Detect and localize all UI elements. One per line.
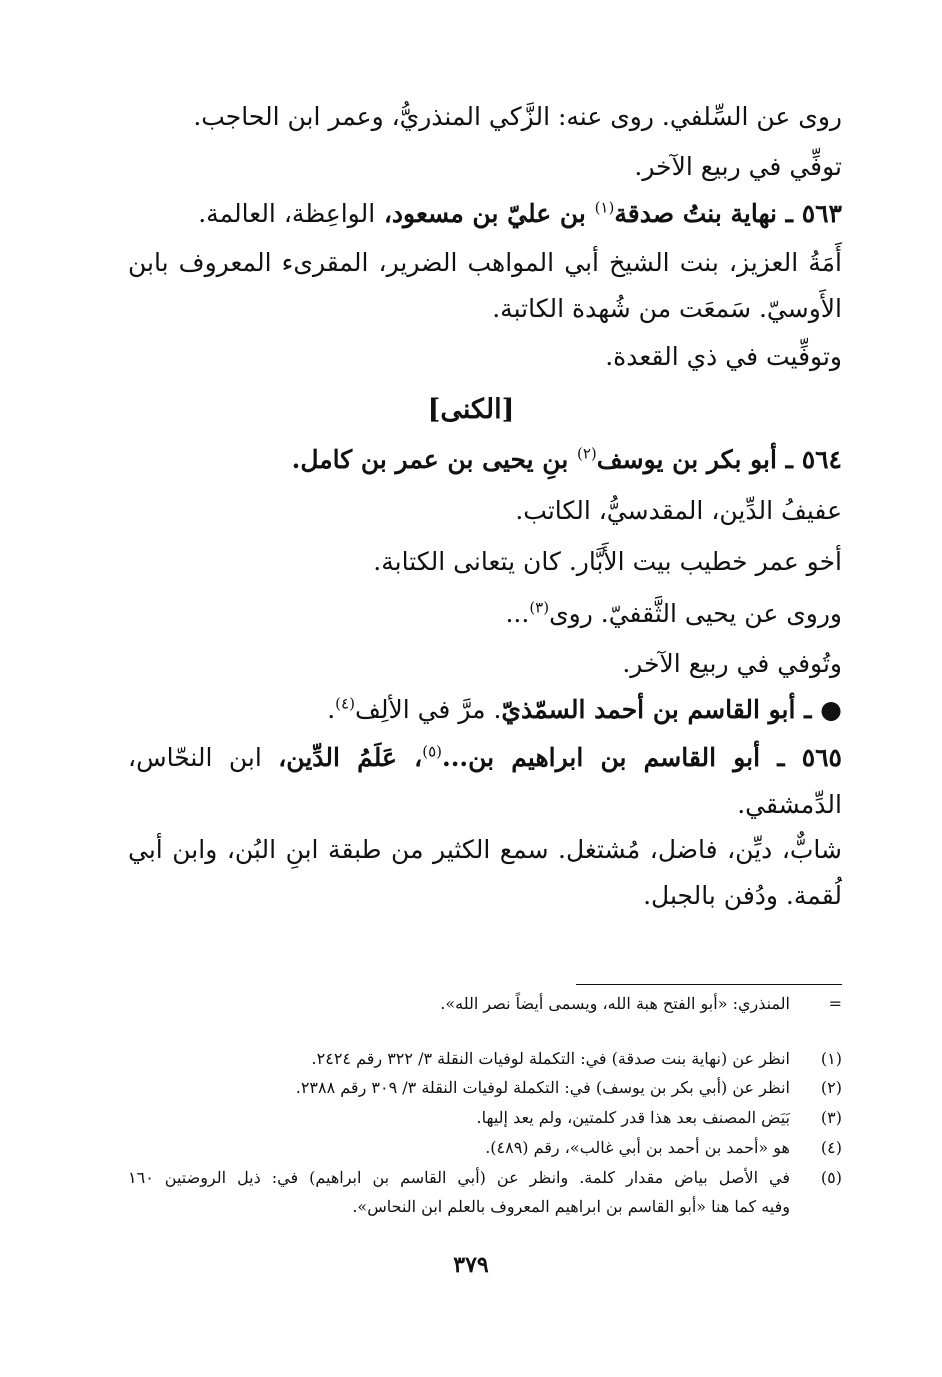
entry-564-heading	[292, 443, 842, 477]
text-line-2: توفِّي في ربيع الآخر.	[634, 152, 842, 181]
text-line-9: أخو عمر خطيب بيت الأَبَّار. كان يتعانى الكتابة.	[373, 547, 842, 576]
entry-564-name: ٥٦٤ ـ أبو بكر بن يوسف	[596, 445, 842, 474]
footnote-5-continuation: وفيه كما هنا «أبو القاسم بن ابراهيم المعروف بالعلم ابن النحاس».	[352, 1197, 790, 1216]
footnote-ref-4: (٤)	[335, 694, 355, 713]
footnote-3-text: بَيَض المصنف بعد هذا قدر كلمتين، ولم يعد إليها.	[476, 1108, 790, 1127]
footnote-1-text: انظر عن (نهاية بنت صدقة) في: التكملة لوفيات النقلة ٣/ ٣٢٢ رقم ٢٤٢٤.	[311, 1049, 790, 1068]
footnote-4-text: هو «أحمد بن أحمد بن أبي غالب»، رقم (٤٨٩).	[485, 1138, 790, 1157]
footnote-ref-3: (٣)	[529, 598, 550, 617]
section-heading: [الكنى]	[427, 394, 515, 425]
footnote-2-number: (٢)	[820, 1078, 842, 1097]
entry-563-titles: الواعِظة، العالمة.	[198, 199, 376, 228]
bullet-entry-note: . مرَّ في الألِف	[354, 695, 502, 724]
bullet-entry	[327, 693, 842, 727]
footnote-2-text: انظر عن (أبي بكر بن يوسف) في: التكملة لوفيات النقلة ٣/ ٣٠٩ رقم ٢٣٨٨.	[295, 1078, 790, 1097]
text-line-10	[505, 597, 842, 631]
footnote-2	[296, 1075, 842, 1101]
text-line-11: وتُوفي في ربيع الآخر.	[622, 649, 842, 678]
footnote-3	[477, 1105, 843, 1131]
text-line-4: أَمَةُ العزيز، بنت الشيخ أبي المواهب الضرير، المقرىء المعروف بابن	[128, 248, 842, 277]
footnote-1	[312, 1046, 842, 1072]
text-line-10-main: وروى عن يحيى الثَّقفيّ. روى	[549, 599, 842, 628]
text-line-14: شابٌّ، ديِّن، فاضل، مُشتغل. سمع الكثير من طبقة ابنِ البُن، وابن أبي	[128, 835, 842, 864]
text-line-5: الأَوسيّ. سَمعَت من شُهدة الكاتبة.	[492, 294, 842, 323]
entry-565-nisba: ابن النحّاس،	[128, 743, 279, 772]
footnote-3-number: (٣)	[820, 1108, 842, 1127]
footnote-5-number: (٥)	[820, 1168, 842, 1187]
entry-563-name: ٥٦٣ ـ نهاية بنتُ صدقة	[614, 199, 842, 228]
footnote-ref-5: (٥)	[422, 742, 442, 761]
bullet-entry-name: ● ـ أبو القاسم بن أحمد السمّذيّ	[501, 695, 842, 724]
entry-563-lineage: بن عليّ بن مسعود،	[375, 199, 595, 228]
footnote-4	[485, 1135, 842, 1161]
entry-564-lineage: بنِ يحيى بن عمر بن كامل.	[291, 445, 577, 474]
ellipsis: ...	[505, 599, 530, 628]
text-line-8: عفيفُ الدِّين، المقدسيُّ، الكاتب.	[515, 496, 842, 525]
text-line-1: روى عن السِّلفي. روى عنه: الزَّكي المنذريُّ، وعمر ابن الحاجب.	[193, 102, 842, 131]
entry-565-heading	[128, 741, 842, 775]
text-line-13: الدِّمشقي.	[737, 790, 842, 819]
footnote-5-text: في الأصل بياض مقدار كلمة. وانظر عن (أبي القاسم بن ابراهيم) في: ذيل الروضتين ١٦٠	[128, 1168, 790, 1187]
footnote-1-number: (١)	[820, 1049, 842, 1068]
text-line-15: لُقمة. ودُفن بالجبل.	[643, 881, 842, 910]
entry-563-heading	[198, 197, 842, 231]
footnote-ref-2: (٢)	[577, 444, 597, 463]
page-number: ٣٧٩	[453, 1252, 489, 1278]
bullet-entry-end: .	[327, 695, 336, 724]
footnote-4-number: (٤)	[820, 1138, 842, 1157]
footnote-rule	[576, 984, 842, 985]
footnote-5	[128, 1165, 842, 1191]
footnote-continuation	[440, 991, 842, 1017]
footnote-continuation-text: المنذري: «أبو الفتح هبة الله، ويسمى أيضاً نصر الله».	[440, 994, 790, 1013]
entry-565-title: ، عَلَمُ الدِّين،	[278, 743, 423, 772]
continuation-mark: =	[828, 994, 842, 1013]
footnote-ref-1: (١)	[594, 198, 615, 217]
text-line-6: وتوفِّيت في ذي القعدة.	[605, 342, 842, 371]
entry-565-name: ٥٦٥ ـ أبو القاسم بن ابراهيم بن...	[442, 743, 842, 772]
